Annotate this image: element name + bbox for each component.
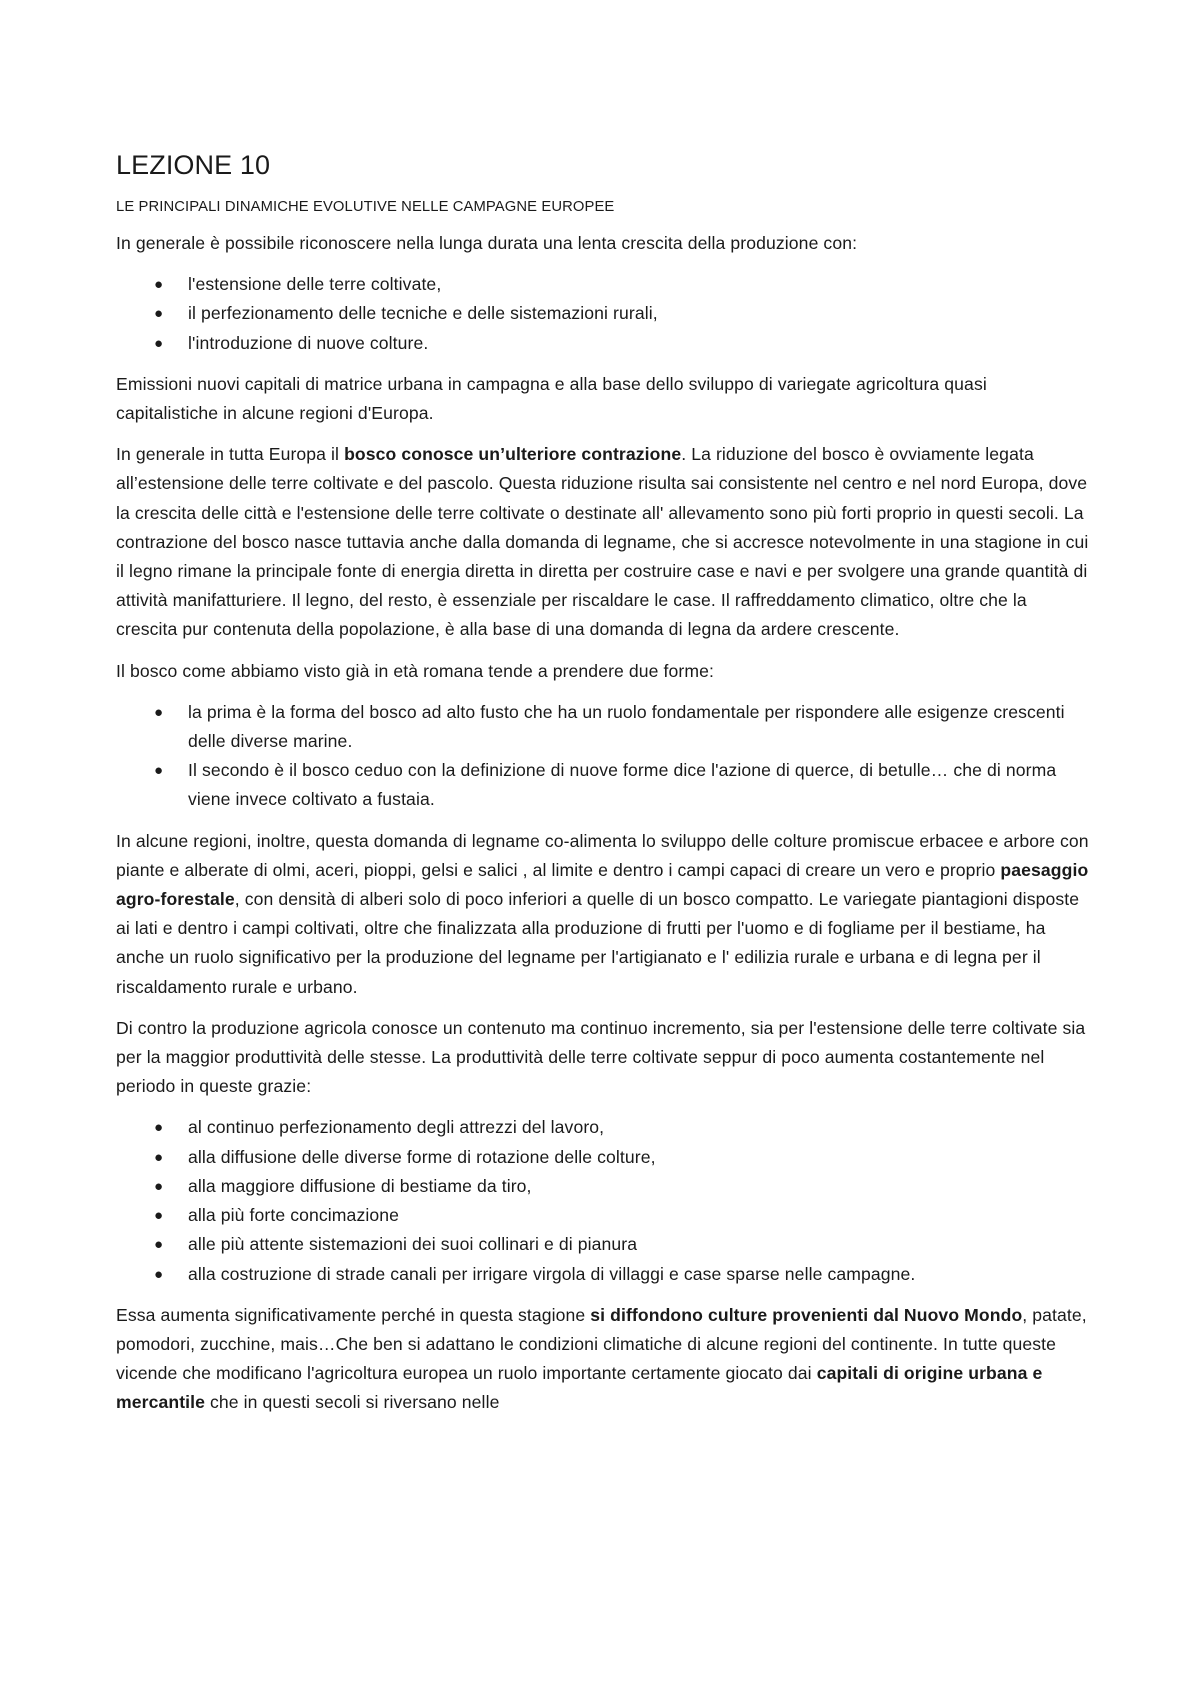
bullet-icon: ● — [154, 1207, 164, 1225]
list-item: ● Il secondo è il bosco ceduo con la definizione di nuove forme dice l'azione di querce, di betulle… che di norma viene invece coltivato a fustaia. — [116, 756, 1092, 814]
bullet-icon: ● — [154, 762, 164, 780]
production-growth-list — [116, 270, 1092, 358]
bullet-icon: ● — [154, 305, 164, 323]
new-world-crops-paragraph: Essa aumenta significativamente perché in questa stagione si diffondono culture provenienti dal Nuovo Mondo, patate, pomodori, zucchine, mais…Che ben si adattano le condizioni climatiche di alcune regioni del continente. In tutte queste vicende che modificano l'agricoltura europea un ruolo importante certamente giocato dai capitali di origine urbana e mercantile che in questi secoli si riversano nelle — [116, 1304, 1087, 1413]
document-page — [116, 140, 1092, 1430]
productivity-factors-list — [116, 1113, 1092, 1288]
bullet-icon: ● — [154, 1236, 164, 1254]
emphasis: paesaggio agro-forestale — [116, 859, 1089, 910]
bullet-icon: ● — [154, 334, 164, 352]
forest-contraction-paragraph: In generale in tutta Europa il bosco conosce un’ulteriore contrazione. La riduzione del bosco è ovviamente legata all’estensione delle terre coltivate e del pascolo. Questa riduzione risulta sai consistente nel centro e nel nord Europa, dove la crescita delle città e l'estensione delle terre coltivate o destinate all' allevamento sono più forti proprio in questi secoli. La contrazione del bosco nasce tuttavia anche dalla domanda di legname, che si accresce notevolmente in una stagione in cui il legno rimane la principale fonte di energia diretta in diretta per costruire case e navi e per svolgere una grande quantità di attività manifatturiere. Il legno, del resto, è essenziale per riscaldare le case. Il raffreddamento climatico, oltre che la crescita pur contenuta della popolazione, è alla base di una domanda di legna da ardere crescente. — [116, 444, 1089, 640]
emphasis: capitali di origine urbana e mercantile — [116, 1363, 1043, 1413]
bullet-icon: ● — [154, 1177, 164, 1195]
bullet-icon: ● — [154, 1265, 164, 1283]
list-item: ● al continuo perfezionamento degli attrezzi del lavoro, — [116, 1113, 1092, 1142]
list-item: ● alla più forte concimazione — [116, 1201, 1092, 1230]
forest-forms-list — [116, 698, 1092, 815]
emphasis: bosco conosce un’ulteriore contrazione — [344, 444, 682, 465]
list-item: ● il perfezionamento delle tecniche e delle sistemazioni rurali, — [116, 299, 1092, 328]
page-subtitle: LE PRINCIPALI DINAMICHE EVOLUTIVE NELLE CAMPAGNE EUROPEE — [116, 199, 615, 215]
list-item: ● la prima è la forma del bosco ad alto fusto che ha un ruolo fondamentale per rispondere alle esigenze crescenti delle diverse marine. — [116, 698, 1092, 756]
list-item: ● alla diffusione delle diverse forme di rotazione delle colture, — [116, 1143, 1092, 1172]
list-item: ● alle più attente sistemazioni dei suoi collinari e di pianura — [116, 1230, 1092, 1259]
list-item: ● l'introduzione di nuove colture. — [116, 329, 1092, 358]
forest-forms-paragraph: Il bosco come abbiamo visto già in età romana tende a prendere due forme: — [116, 660, 715, 681]
page-title: LEZIONE 10 — [116, 150, 271, 180]
intro-paragraph: In generale è possibile riconoscere nella lunga durata una lenta crescita della produzione con: — [116, 233, 858, 253]
agro-forest-paragraph: In alcune regioni, inoltre, questa domanda di legname co-alimenta lo sviluppo delle colture promiscue erbacee e arbore con piante e alberate di olmi, aceri, pioppi, gelsi e salici , al limite e dentro i campi capaci di creare un vero e proprio paesaggio agro-forestale, con densità di alberi solo di poco inferiori a quelle di un bosco compatto. Le variegate piantagioni disposte ai lati e dentro i campi coltivati, oltre che finalizzata alla produzione di frutti per l'uomo e di fogliame per il bestiame, ha anche un ruolo significativo per la produzione del legname per l'artigianato e l' edilizia rurale e urbana e di legna per il riscaldamento rurale e urbano. — [116, 830, 1089, 997]
capitals-paragraph: Emissioni nuovi capitali di matrice urbana in campagna e alla base dello sviluppo di variegate agricoltura quasi capitalistiche in alcune regioni d'Europa. — [116, 373, 987, 424]
emphasis: si diffondono culture provenienti dal Nuovo Mondo — [590, 1304, 1023, 1325]
bullet-icon: ● — [154, 1119, 164, 1137]
list-item: ● alla maggiore diffusione di bestiame da tiro, — [116, 1172, 1092, 1201]
bullet-icon: ● — [154, 1148, 164, 1166]
bullet-icon: ● — [154, 276, 164, 294]
list-item: ● l'estensione delle terre coltivate, — [116, 270, 1092, 299]
agricultural-production-paragraph: Di contro la produzione agricola conosce un contenuto ma continuo incremento, sia per l'estensione delle terre coltivate sia per la maggior produttività delle stesse. La produttività delle terre coltivate seppur di poco aumenta costantemente nel periodo in queste grazie: — [116, 1017, 1086, 1097]
bullet-icon: ● — [154, 703, 164, 721]
list-item: ● alla costruzione di strade canali per irrigare virgola di villaggi e case sparse nelle campagne. — [116, 1260, 1092, 1289]
